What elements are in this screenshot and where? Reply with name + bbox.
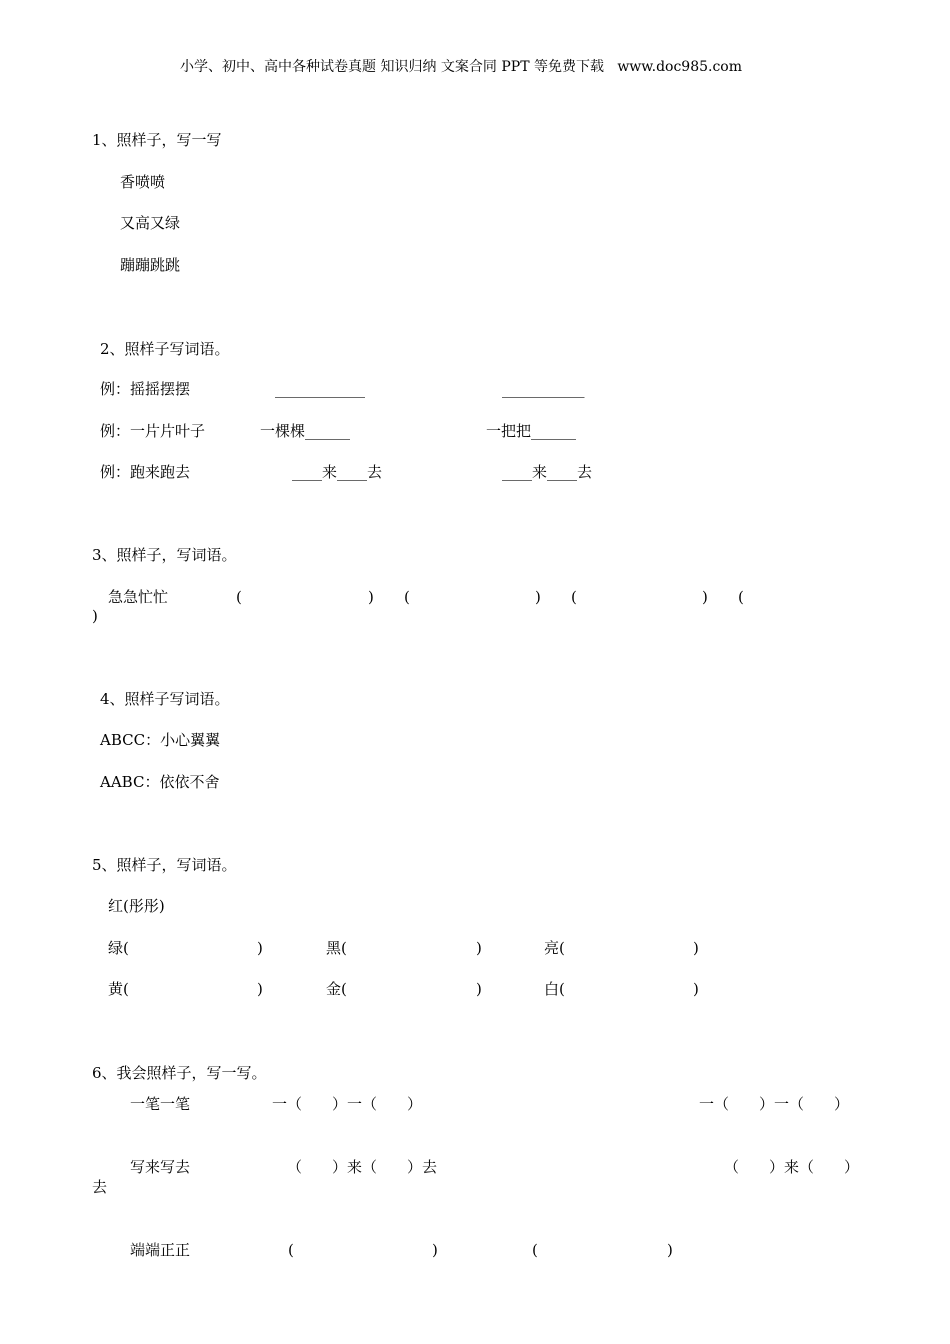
q5-example: 红(彤彤) bbox=[108, 897, 165, 915]
q5-item: 黄( bbox=[108, 980, 129, 998]
q1-item: 又高又绿 bbox=[120, 214, 181, 232]
paren-open: ( bbox=[532, 1241, 538, 1259]
q3-title: 3、照样子，写词语。 bbox=[92, 546, 237, 564]
q2-blank[interactable]: ___________ bbox=[502, 380, 585, 398]
q6-title: 6、我会照样子，写一写。 bbox=[92, 1064, 267, 1082]
q6-pattern: （ ）来（ ） bbox=[724, 1158, 860, 1176]
paren-close: ) bbox=[92, 607, 98, 625]
q2-blank[interactable]: 一棵棵______ bbox=[260, 422, 351, 440]
q5-item: 白( bbox=[544, 980, 565, 998]
q3-example: 急急忙忙 bbox=[108, 588, 169, 606]
q1-item: 蹦蹦跳跳 bbox=[120, 256, 181, 274]
paren-close: ) bbox=[476, 939, 482, 957]
q6-pattern: （ ）来（ ）去 bbox=[287, 1158, 438, 1176]
q6-wrap: 去 bbox=[92, 1178, 108, 1196]
q4-line: AABC：依依不舍 bbox=[100, 773, 220, 791]
paren-close: ) bbox=[667, 1241, 673, 1259]
q5-item: 绿( bbox=[108, 939, 129, 957]
paren-close: ) bbox=[476, 980, 482, 998]
q2-blank[interactable]: ____来____去 bbox=[502, 463, 593, 481]
paren-open: ( bbox=[288, 1241, 294, 1259]
q6-example: 一笔一笔 bbox=[130, 1095, 191, 1113]
paren-open: ( bbox=[404, 588, 410, 606]
q2-example: 例：摇摇摆摆 bbox=[100, 380, 191, 398]
q6-pattern: 一（ ）一（ ） bbox=[699, 1095, 850, 1113]
paren-close: ) bbox=[257, 939, 263, 957]
q6-example: 写来写去 bbox=[130, 1158, 191, 1176]
paren-open: ( bbox=[236, 588, 242, 606]
paren-open: ( bbox=[571, 588, 577, 606]
paren-close: ) bbox=[693, 939, 699, 957]
paren-open: ( bbox=[738, 588, 744, 606]
q4-title: 4、照样子写词语。 bbox=[100, 690, 230, 708]
q5-item: 金( bbox=[326, 980, 347, 998]
q2-blank[interactable]: 一把把______ bbox=[486, 422, 577, 440]
q2-blank[interactable]: ____________ bbox=[275, 380, 365, 398]
q6-pattern: 一（ ）一（ ） bbox=[272, 1095, 423, 1113]
q2-example: 例：一片片叶子 bbox=[100, 422, 206, 440]
paren-close: ) bbox=[368, 588, 374, 606]
paren-close: ) bbox=[702, 588, 708, 606]
q4-line: ABCC：小心翼翼 bbox=[100, 731, 221, 749]
q1-title: 1、照样子，写一写 bbox=[92, 131, 222, 149]
q2-title: 2、照样子写词语。 bbox=[100, 340, 230, 358]
paren-close: ) bbox=[257, 980, 263, 998]
q2-example: 例：跑来跑去 bbox=[100, 463, 191, 481]
paren-close: ) bbox=[432, 1241, 438, 1259]
q5-item: 黑( bbox=[326, 939, 347, 957]
q6-example: 端端正正 bbox=[130, 1241, 191, 1259]
q1-item: 香喷喷 bbox=[120, 173, 166, 191]
page-header: 小学、初中、高中各种试卷真题 知识归纳 文案合同 PPT 等免费下载 www.doc985.com bbox=[180, 59, 743, 75]
paren-close: ) bbox=[693, 980, 699, 998]
q2-blank[interactable]: ____来____去 bbox=[292, 463, 383, 481]
paren-close: ) bbox=[535, 588, 541, 606]
q5-title: 5、照样子，写词语。 bbox=[92, 856, 237, 874]
q5-item: 亮( bbox=[544, 939, 565, 957]
